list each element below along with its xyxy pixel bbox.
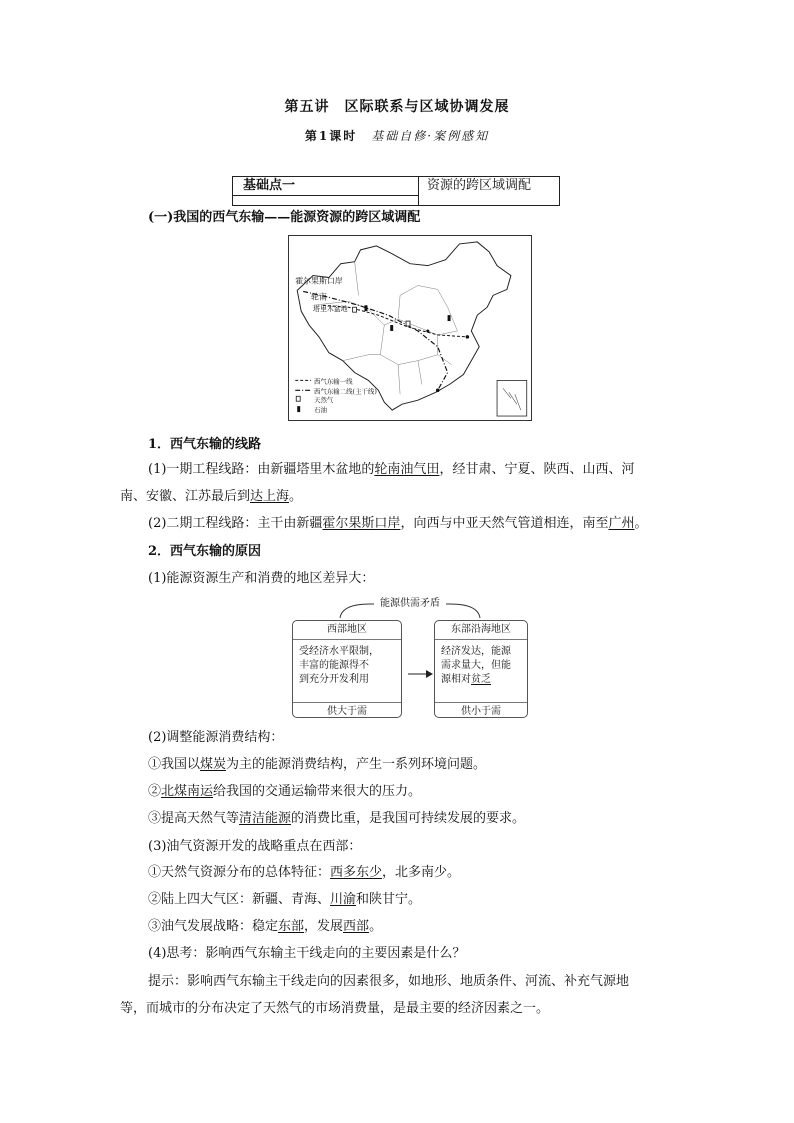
strategy-item-2: ②陆上四大气区：新疆、青海、川渝和陕甘宁。 <box>148 892 422 907</box>
supply-demand-diagram <box>292 596 528 720</box>
point-topic: 资源的跨区域调配 <box>427 178 532 193</box>
map-legend <box>295 376 377 414</box>
route-heading: 1．西气东输的线路 <box>148 437 262 452</box>
west-footer: 供大于需 <box>293 702 401 721</box>
map-label-tarim: 塔里木盆地 <box>313 305 348 314</box>
east-body: 经济发达，能源 需求量大，但能 源相对贫乏 <box>441 646 511 685</box>
route-line-1: (1)一期工程线路：由新疆塔里木盆地的轮南油气田，经甘肃、宁夏、陕西、山西、河 <box>148 462 635 477</box>
east-region-box <box>434 620 528 718</box>
legend-label-oil: 石油 <box>314 406 327 415</box>
think-hint-line-1: 提示：影响西气东输主干线走向的因素很多，如地形、地质条件、河流、补充气源地 <box>148 974 630 989</box>
structure-item-1: ①我国以煤炭为主的能源消费结构，产生一系列环境问题。 <box>148 757 487 772</box>
pipeline-map <box>288 235 532 421</box>
point-label: 基础点一 <box>233 177 419 205</box>
oil-marker <box>448 315 451 321</box>
legend-label-gas: 天然气 <box>314 396 334 405</box>
section-heading: (一)我国的西气东输——能源资源的跨区域调配 <box>148 210 421 225</box>
legend-label-line-2: 西气东输二线(主干线) <box>314 387 377 396</box>
diagram-top-label: 能源供需矛盾 <box>380 598 440 609</box>
gas-marker <box>353 307 357 312</box>
structure-heading: (2)调整能源消费结构： <box>148 730 284 745</box>
page-subtitle <box>0 127 794 144</box>
page-title: 第五讲 区际联系与区域协调发展 <box>284 99 510 115</box>
east-title: 东部沿海地区 <box>435 621 527 640</box>
think-question: (4)思考：影响西气东输主干线走向的主要因素是什么？ <box>148 946 466 961</box>
east-footer: 供小于需 <box>435 702 527 721</box>
route-line-2: 南、安徽、江苏最后到达上海。 <box>120 489 303 504</box>
west-title: 西部地区 <box>293 621 401 640</box>
subtitle-italic: 基础自修·案例感知 <box>371 129 490 143</box>
west-region-box <box>292 620 402 718</box>
reason-heading: 2．西气东输的原因 <box>148 544 262 559</box>
map-label-lunnan: 轮南 <box>311 292 327 302</box>
structure-item-2: ②北煤南运给我国的交通运输带来很大的压力。 <box>148 784 422 799</box>
city-dot <box>426 329 429 332</box>
gas-marker <box>406 321 410 326</box>
city-dot <box>466 335 470 339</box>
city-dot <box>436 389 440 393</box>
reason-sub-1: (1)能源资源生产和消费的地区差异大： <box>148 571 375 586</box>
structure-item-3: ③提高天然气等清洁能源的消费比重，是我国可持续发展的要求。 <box>148 811 526 826</box>
oil-marker <box>390 325 393 331</box>
strategy-heading: (3)油气资源开发的战略重点在西部： <box>148 839 362 854</box>
think-hint-line-2: 等，而城市的分布决定了天然气的市场消费量，是最主要的经济因素之一。 <box>120 1001 550 1016</box>
west-body: 受经济水平限制， 丰富的能源得不 到充分开发利用 <box>299 646 379 685</box>
oil-marker <box>364 305 367 311</box>
subtitle-prefix: 第1课时 <box>304 129 372 143</box>
point-box <box>232 176 560 206</box>
strategy-item-1: ①天然气资源分布的总体特征：西多东少，北多南少。 <box>148 865 461 880</box>
strategy-item-3: ③油气发展战略：稳定东部，发展西部。 <box>148 919 383 934</box>
legend-label-line-1: 西气东输一线 <box>314 377 353 386</box>
route-line-3: (2)二期工程线路：主干由新疆霍尔果斯口岸，向西与中亚天然气管道相连，南至广州。 <box>148 516 648 531</box>
china-map-figure <box>289 236 531 420</box>
map-label-horgos: 霍尔果斯口岸 <box>295 276 343 286</box>
south-sea-inset <box>497 380 527 416</box>
